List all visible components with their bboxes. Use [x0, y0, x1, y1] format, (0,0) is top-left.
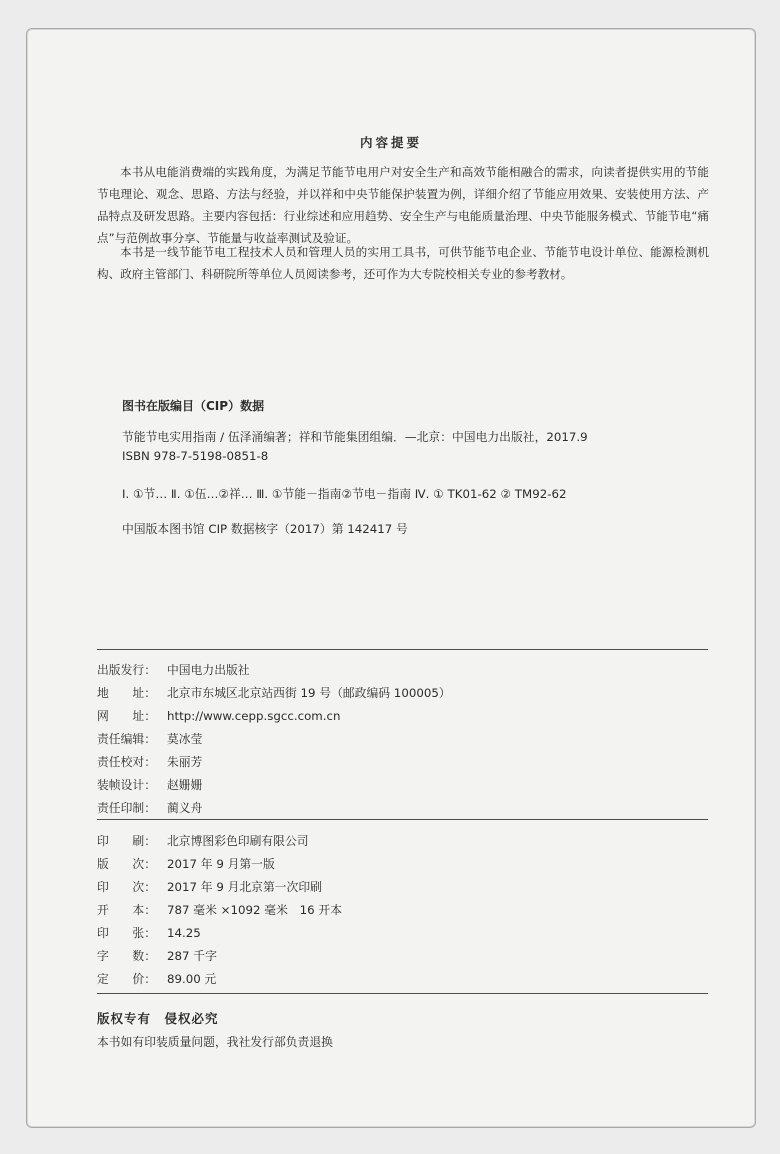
address-row	[97, 684, 451, 701]
price-label: 定 价：	[97, 972, 156, 986]
impression-row	[97, 878, 322, 895]
copyright-note: 本书如有印装质量问题，我社发行部负责退换	[97, 1035, 333, 1049]
cip-line-classification: Ⅰ. ①节… Ⅱ. ①伍…②祥… Ⅲ. ①节能－指南②节电－指南 Ⅳ. ① TK01-62 ② TM92-62	[122, 487, 567, 501]
publisher-value: 中国电力出版社	[167, 663, 250, 677]
print-supervisor-value: 蔺义舟	[167, 801, 203, 815]
proofreader-value: 朱丽芳	[167, 755, 203, 769]
word-count-label: 字 数：	[97, 949, 156, 963]
sheets-row	[97, 924, 201, 941]
divider-rule	[97, 993, 708, 994]
print-supervisor-label: 责任印制：	[97, 801, 156, 815]
sheets-value: 14.25	[167, 926, 201, 940]
cip-heading: 图书在版编目（CIP）数据	[122, 399, 265, 413]
word-count-row	[97, 947, 217, 964]
book-page	[26, 28, 756, 1128]
impression-value: 2017 年 9 月北京第一次印刷	[167, 880, 322, 894]
address-label: 地 址：	[97, 686, 156, 700]
format-label: 开 本：	[97, 903, 156, 917]
proofreader-label: 责任校对：	[97, 755, 156, 769]
cip-line-title: 节能节电实用指南 / 伍泽涌编著；祥和节能集团组编．—北京：中国电力出版社，2017.9	[122, 430, 588, 444]
summary-paragraph-2: 本书是一线节能节电工程技术人员和管理人员的实用工具书，可供节能节电企业、节能节电设计单位、能源检测机构、政府主管部门、科研院所等单位人员阅读参考，还可作为大专院校相关专业的参考教材。	[97, 245, 709, 281]
cip-line-record-number: 中国版本图书馆 CIP 数据核字（2017）第 142417 号	[122, 522, 408, 536]
printer-label: 印 刷：	[97, 834, 156, 848]
website-value: http://www.cepp.sgcc.com.cn	[167, 709, 341, 723]
printer-row	[97, 832, 309, 849]
address-value: 北京市东城区北京站西街 19 号（邮政编码 100005）	[167, 686, 451, 700]
price-row	[97, 970, 216, 987]
word-count-value: 287 千字	[167, 949, 217, 963]
price-value: 89.00 元	[167, 972, 217, 986]
designer-row	[97, 776, 202, 793]
edition-row	[97, 855, 275, 872]
printer-value: 北京博图彩色印刷有限公司	[167, 834, 309, 848]
format-value: 787 毫米 ×1092 毫米 16 开本	[167, 903, 343, 917]
sheets-label: 印 张：	[97, 926, 156, 940]
website-label: 网 址：	[97, 709, 156, 723]
impression-label: 印 次：	[97, 880, 156, 894]
format-row	[97, 901, 342, 918]
summary-paragraph-1: 本书从电能消费端的实践角度，为满足节能节电用户对安全生产和高效节能相融合的需求，向读者提供实用的节能节电理论、观念、思路、方法与经验，并以祥和中央节能保护装置为例，详细介绍了节能应用效果、安装使用方法、产品特点及研发思路。主要内容包括：行业综述和应用趋势、安全生产与电能质量治理、中央节能服务模式、节能节电“痛点”与范例故事分享、节能量与收益率测试及验证。	[97, 165, 709, 245]
editor-row	[97, 730, 202, 747]
editor-value: 莫冰莹	[167, 732, 203, 746]
website-row	[97, 707, 341, 724]
publisher-label: 出版发行：	[97, 663, 156, 677]
divider-rule	[97, 819, 708, 820]
edition-label: 版 次：	[97, 857, 156, 871]
summary-title: 内容提要	[359, 135, 422, 150]
cip-line-isbn: ISBN 978-7-5198-0851-8	[122, 449, 269, 463]
edition-value: 2017 年 9 月第一版	[167, 857, 275, 871]
designer-label: 装帧设计：	[97, 778, 156, 792]
designer-value: 赵姗姗	[167, 778, 203, 792]
editor-label: 责任编辑：	[97, 732, 156, 746]
proofreader-row	[97, 753, 202, 770]
print-supervisor-row	[97, 799, 202, 816]
divider-rule	[97, 649, 708, 650]
publisher-row	[97, 661, 250, 678]
copyright-title: 版权专有 侵权必究	[97, 1011, 219, 1026]
